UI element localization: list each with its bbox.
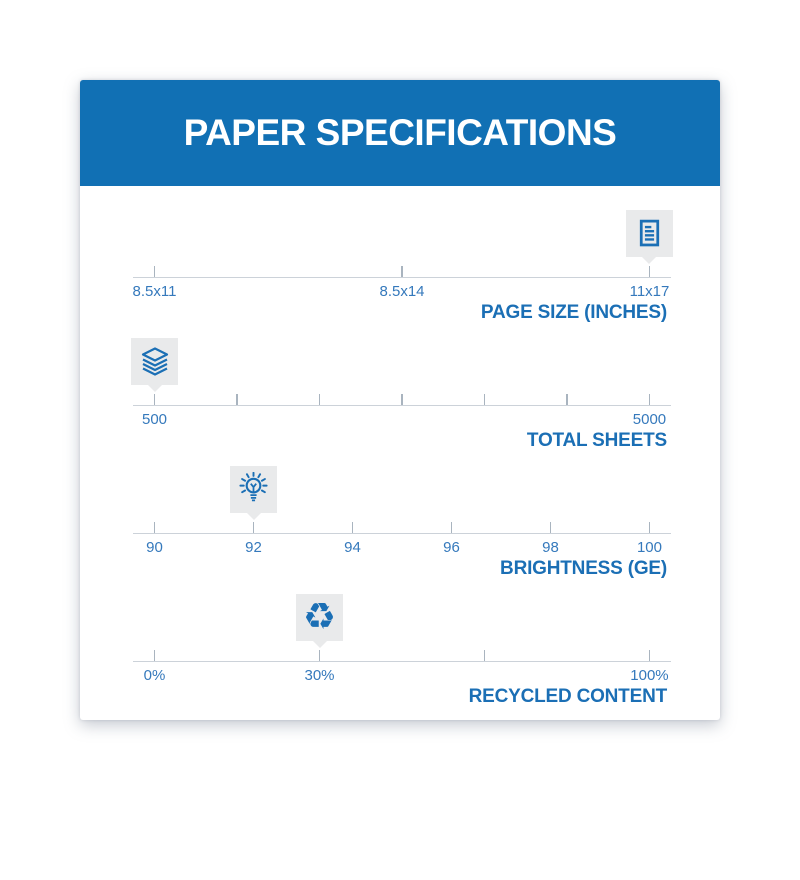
scale-title-brightness: BRIGHTNESS (GE) <box>500 558 667 579</box>
tick-label-90: 90 <box>146 539 163 556</box>
tick-mark <box>484 394 486 405</box>
spec-scale-recycled-content <box>80 592 720 720</box>
tick-label-8.5x11: 8.5x11 <box>132 283 177 300</box>
tick-label-100: 100% <box>630 667 669 684</box>
scale-axis-page-size <box>132 208 671 300</box>
tick-mark <box>154 394 156 405</box>
tick-mark <box>154 522 156 533</box>
header-banner <box>80 80 720 186</box>
tick-mark <box>649 266 651 277</box>
tick-mark <box>236 394 238 405</box>
spec-scale-page-size <box>80 208 720 336</box>
brightness-value-marker <box>230 466 277 513</box>
tick-mark <box>154 650 156 661</box>
scales-container <box>80 186 720 720</box>
tick-label-8.5x14: 8.5x14 <box>379 283 425 300</box>
tick-mark <box>253 522 255 533</box>
tick-mark <box>649 394 651 405</box>
tick-mark <box>451 522 453 533</box>
tick-label-92: 92 <box>245 539 262 556</box>
scale-axis-total-sheets <box>133 336 671 428</box>
tick-mark <box>401 266 403 277</box>
tick-label-98: 98 <box>542 539 559 556</box>
scale-title-total-sheets: TOTAL SHEETS <box>526 430 667 451</box>
tick-mark <box>352 522 354 533</box>
tick-label-11x17: 11x17 <box>629 283 670 300</box>
tick-mark <box>649 522 651 533</box>
page-title: PAPER SPECIFICATIONS <box>183 112 617 153</box>
tick-mark <box>401 394 403 405</box>
tick-label-30: 30% <box>304 667 335 684</box>
tick-mark <box>484 650 486 661</box>
recycled-content-value-marker <box>296 594 343 641</box>
tick-label-94: 94 <box>344 539 361 556</box>
tick-mark <box>649 650 651 661</box>
tick-label-96: 96 <box>443 539 460 556</box>
spec-scale-total-sheets <box>80 336 720 464</box>
tick-mark <box>319 650 321 661</box>
scale-title-page-size: PAGE SIZE (INCHES) <box>480 302 667 323</box>
scale-axis-recycled-content <box>133 592 671 684</box>
spec-card <box>80 80 720 720</box>
spec-scale-brightness <box>80 464 720 592</box>
total-sheets-value-marker <box>131 338 178 385</box>
scale-axis-brightness <box>133 464 671 556</box>
document-icon <box>633 217 666 250</box>
tick-label-500: 500 <box>142 411 168 428</box>
tick-mark <box>154 266 156 277</box>
tick-mark <box>566 394 568 405</box>
page-size-value-marker <box>626 210 673 257</box>
recycle-icon: ♻ <box>302 595 337 638</box>
tick-label-100: 100 <box>636 539 662 556</box>
scale-title-recycled-content: RECYCLED CONTENT <box>468 686 667 707</box>
tick-mark <box>319 394 321 405</box>
paper-stack-icon <box>137 344 173 380</box>
lightbulb-icon <box>236 472 271 507</box>
tick-mark <box>550 522 552 533</box>
tick-label-0: 0% <box>143 667 166 684</box>
tick-label-5000: 5000 <box>632 411 667 428</box>
